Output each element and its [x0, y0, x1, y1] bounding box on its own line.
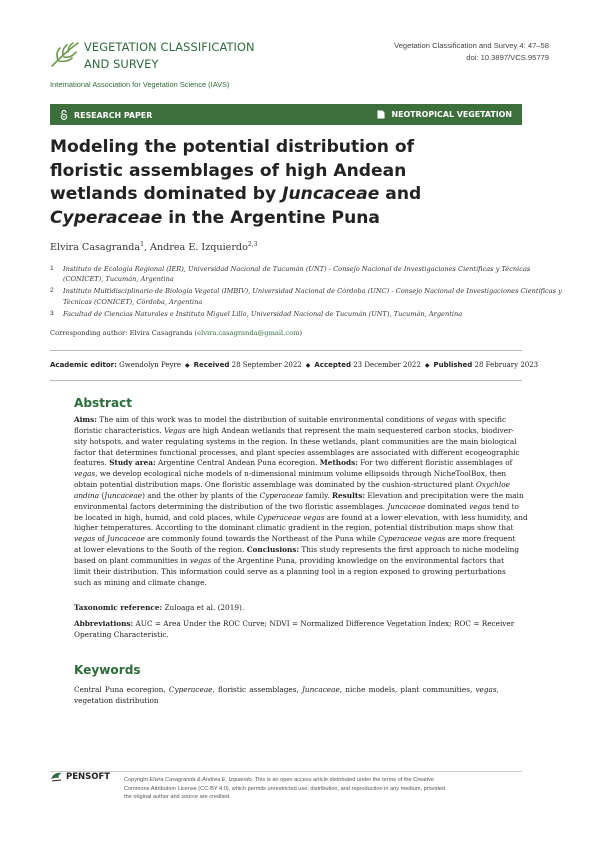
article-type-label: RESEARCH PAPER: [74, 110, 153, 120]
email-link[interactable]: elvira.casagranda@gmail.com: [197, 329, 300, 337]
paper-title: [50, 136, 470, 230]
keywords-list: Central Puna ecoregion, Cyperaceae, floristic assemblages, Juncaceae, niche models, plant communities, vegas, vegetation distribution: [74, 685, 499, 705]
affiliation-item: 3 Facultad de Ciencias Naturales e Instituto Miguel Lillo, Universidad Nacional de Tucumán (UNT), Tucumán, Argentina: [50, 309, 463, 318]
article-section: [377, 110, 512, 119]
copyright-notice: Copyright Elvira Casagranda & Andrea E. Izquierdo. This is an open access article distributed under the terms of the Creative Commons Attribution License (CC-BY 4.0), which permits unrestricted use, distribution, and reproduction in any medium, provided the original author and source are credited.: [124, 777, 446, 801]
abstract-heading: Abstract: [74, 396, 133, 410]
open-access-lock-icon: [60, 110, 68, 120]
title-line: floristic assemblages of high Andean: [50, 160, 407, 181]
pensoft-wordmark: PENSOFT: [66, 771, 111, 782]
corresponding-author: Corresponding author: Elvira Casagranda (elvira.casagranda@gmail.com): [50, 329, 303, 337]
author-name[interactable]: Andrea E. Izquierdo: [150, 242, 248, 254]
divider: [50, 380, 522, 381]
article-type: [60, 110, 152, 120]
footer-divider: [50, 771, 522, 772]
abbreviations: Abbreviations: AUC = Area Under the ROC Curve; NDVI = Normalized Difference Vegetation Index; ROC = Receiver Operating Characteristic.: [74, 619, 515, 639]
journal-name-line2: AND SURVEY: [84, 57, 159, 71]
affiliations: [50, 264, 562, 321]
title-line: Modeling the potential distribution of: [50, 137, 415, 157]
affiliation-item: 1 Instituto de Ecología Regional (IER), Universidad Nacional de Tucumán (UNT) - Consejo Nacional de Investigaciones Científicas y Técnicas (CONICET), Tucumán, Argentina: [50, 265, 531, 284]
title-line: Cyperaceae in the Argentine Puna: [50, 207, 380, 228]
pensoft-bird-logo-icon: [50, 771, 63, 782]
author-list: Elvira Casagranda$^1$, Andrea E. Izquierdo$^{2,3}$: [50, 241, 258, 254]
doi-link[interactable]: doi: 10.3897/VCS.95779: [466, 53, 549, 62]
pensoft-logo: [50, 771, 110, 782]
category-bar: [50, 104, 522, 125]
abstract-body: Aims: The aim of this work was to model the distribution of suitable environmental conditions of vegas with specific floristic characteristics. Vegas are high Andean wetlands that represent the main sequestered carbon stocks, biodiver- sity hotspots, and water regulating systems in the region. In these wetlands, plant communities are the main biological factor that determines functional processes, and plant species assemblages are associated with different ecogeographic features. Study area: Argentine Central Andean Puna ecoregion. Methods: For two different floristic assemblages of vegas, we develop ecological niche models of n-dimensional minimum volume ellipsoids through NicheToolBox, then obtain potential distribution maps. One floristic assemblage was dominated by the cushion-structured plant Oxychloe andina (Juncaceae) and the other by plants of the Cyperaceae family. Results: Elevation and precipitation were the main environmental factors determining the distribution of the two floristic assemblages. Juncaceae dominated vegas tend to be located in high, humid, and cold places, while Cyperaceae vegas are found at a lower elevation, with less humidity, and higher temperatures. According to the dominant climatic gradient in the region, potential distribution maps show that vegas of Juncaceae are commonly found towards the Northeast of the Puna while Cyperaceae vegas are more frequent at lower elevations to the South of the region. Conclusions: This study represents the first approach to niche modeling based on plant communities in vegas of the Argentine Puna, providing knowledge on the environmental factors that limit their distribution. This information could serve as a planning tool in a region exposed to growing perturbations such as mining and climate change.: [74, 415, 528, 587]
editorial-dates: Academic editor: Gwendolyn Peyre ◆ Received 28 September 2022 ◆ Accepted 23 December 2022 ◆ Published 28 February 2023: [50, 361, 539, 369]
journal-citation: [394, 40, 549, 64]
article-section-label: NEOTROPICAL VEGETATION: [391, 110, 512, 119]
citation-text: Vegetation Classification and Survey 4: 47–58: [394, 41, 549, 50]
title-line: wetlands dominated by Juncaceae and: [50, 184, 422, 204]
journal-name: [84, 39, 255, 73]
divider: [50, 350, 522, 351]
author-name[interactable]: Elvira Casagranda: [50, 242, 141, 254]
document-icon: [377, 110, 385, 119]
publisher-association: International Association for Vegetation Science (IAVS): [50, 80, 230, 89]
affiliation-item: 2 Instituto Multidisciplinario de Biología Vegetal (IMBIV), Universidad Nacional de Córdoba (UNC) - Consejo Nacional de Investigaciones Científicas y Técnicas (CONICET), Córdoba, Argentina: [50, 287, 562, 306]
journal-name-line1: VEGETATION CLASSIFICATION: [84, 40, 255, 54]
fern-leaf-logo-icon: [50, 40, 80, 68]
taxonomic-reference: Taxonomic reference: Zuloaga et al. (2019).: [74, 603, 245, 612]
keywords-heading: Keywords: [74, 663, 141, 677]
